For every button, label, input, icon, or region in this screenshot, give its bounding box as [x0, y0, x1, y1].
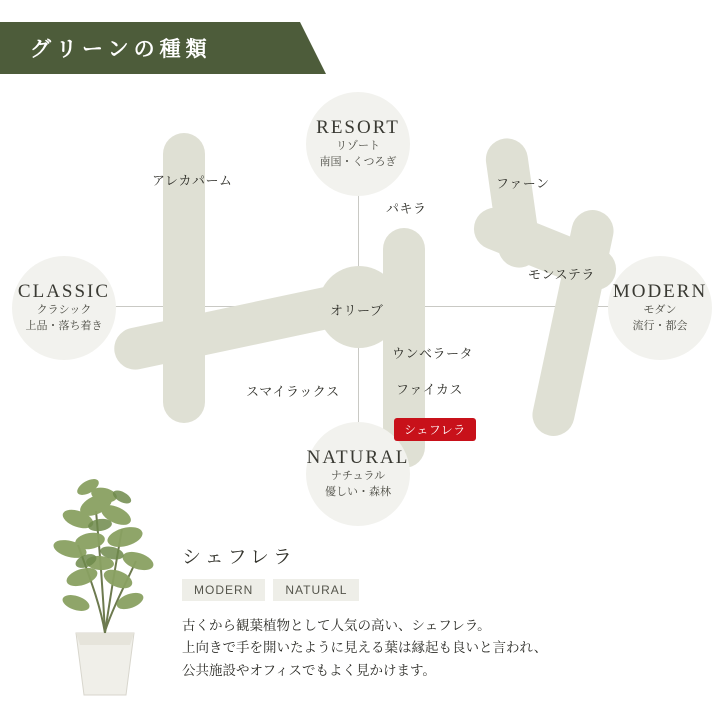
pole-modern: [608, 256, 712, 360]
product-tag-list: [182, 579, 702, 601]
diagram-label-ficus: ファイカス: [396, 382, 463, 397]
product-description-line-3: 公共施設やオフィスでもよく見かけます。: [182, 662, 436, 678]
diagram-label-umbellata: ウンベラータ: [392, 346, 474, 361]
product-name: シェフレラ: [182, 547, 296, 568]
pole-modern-sub2: 流行・都会: [632, 320, 688, 332]
schefflera-plant-image: [30, 433, 180, 698]
section-header-banner: [0, 22, 300, 74]
product-tag-modern: MODERN: [182, 579, 265, 601]
diagram-label-areca-palm: アレカパーム: [152, 173, 233, 188]
product-detail-section: [0, 528, 720, 720]
page-title: グリーンの種類: [30, 38, 212, 61]
diagram-label-olive: オリーブ: [330, 303, 384, 318]
pole-modern-sub1: モダン: [643, 304, 677, 317]
pole-natural-sub2: 優しい・森林: [325, 486, 391, 498]
pole-resort-sub2: 南国・くつろぎ: [319, 156, 397, 168]
diagram-label-pachira: パキラ: [386, 201, 427, 216]
product-info: [182, 542, 702, 682]
pole-natural-title: NATURAL: [306, 447, 410, 469]
pole-natural-sub1: ナチュラル: [330, 470, 386, 483]
pole-modern-title: MODERN: [612, 281, 708, 303]
product-description-line-2: 上向きで手を開いたように見える葉は縁起も良いと言われ、: [182, 640, 548, 656]
diagram-label-smilax: スマイラックス: [246, 384, 340, 399]
diagram-label-monstera: モンステラ: [528, 267, 595, 282]
pole-resort: [306, 92, 410, 196]
product-tag-natural: NATURAL: [273, 579, 359, 601]
pole-classic: [12, 256, 116, 360]
pole-classic-sub1: クラシック: [36, 304, 92, 317]
diagram-label-fern: ファーン: [496, 176, 550, 191]
product-description: [182, 615, 702, 682]
pole-resort-title: RESORT: [316, 117, 400, 139]
diagram-label-schefflera-highlight: シェフレラ: [394, 418, 476, 441]
product-description-line-1: 古くから観葉植物として人気の高い、シェフレラ。: [182, 618, 491, 633]
pole-classic-sub2: 上品・落ち着き: [25, 320, 103, 332]
pole-classic-title: CLASSIC: [17, 281, 111, 303]
pole-resort-sub1: リゾート: [336, 140, 380, 153]
